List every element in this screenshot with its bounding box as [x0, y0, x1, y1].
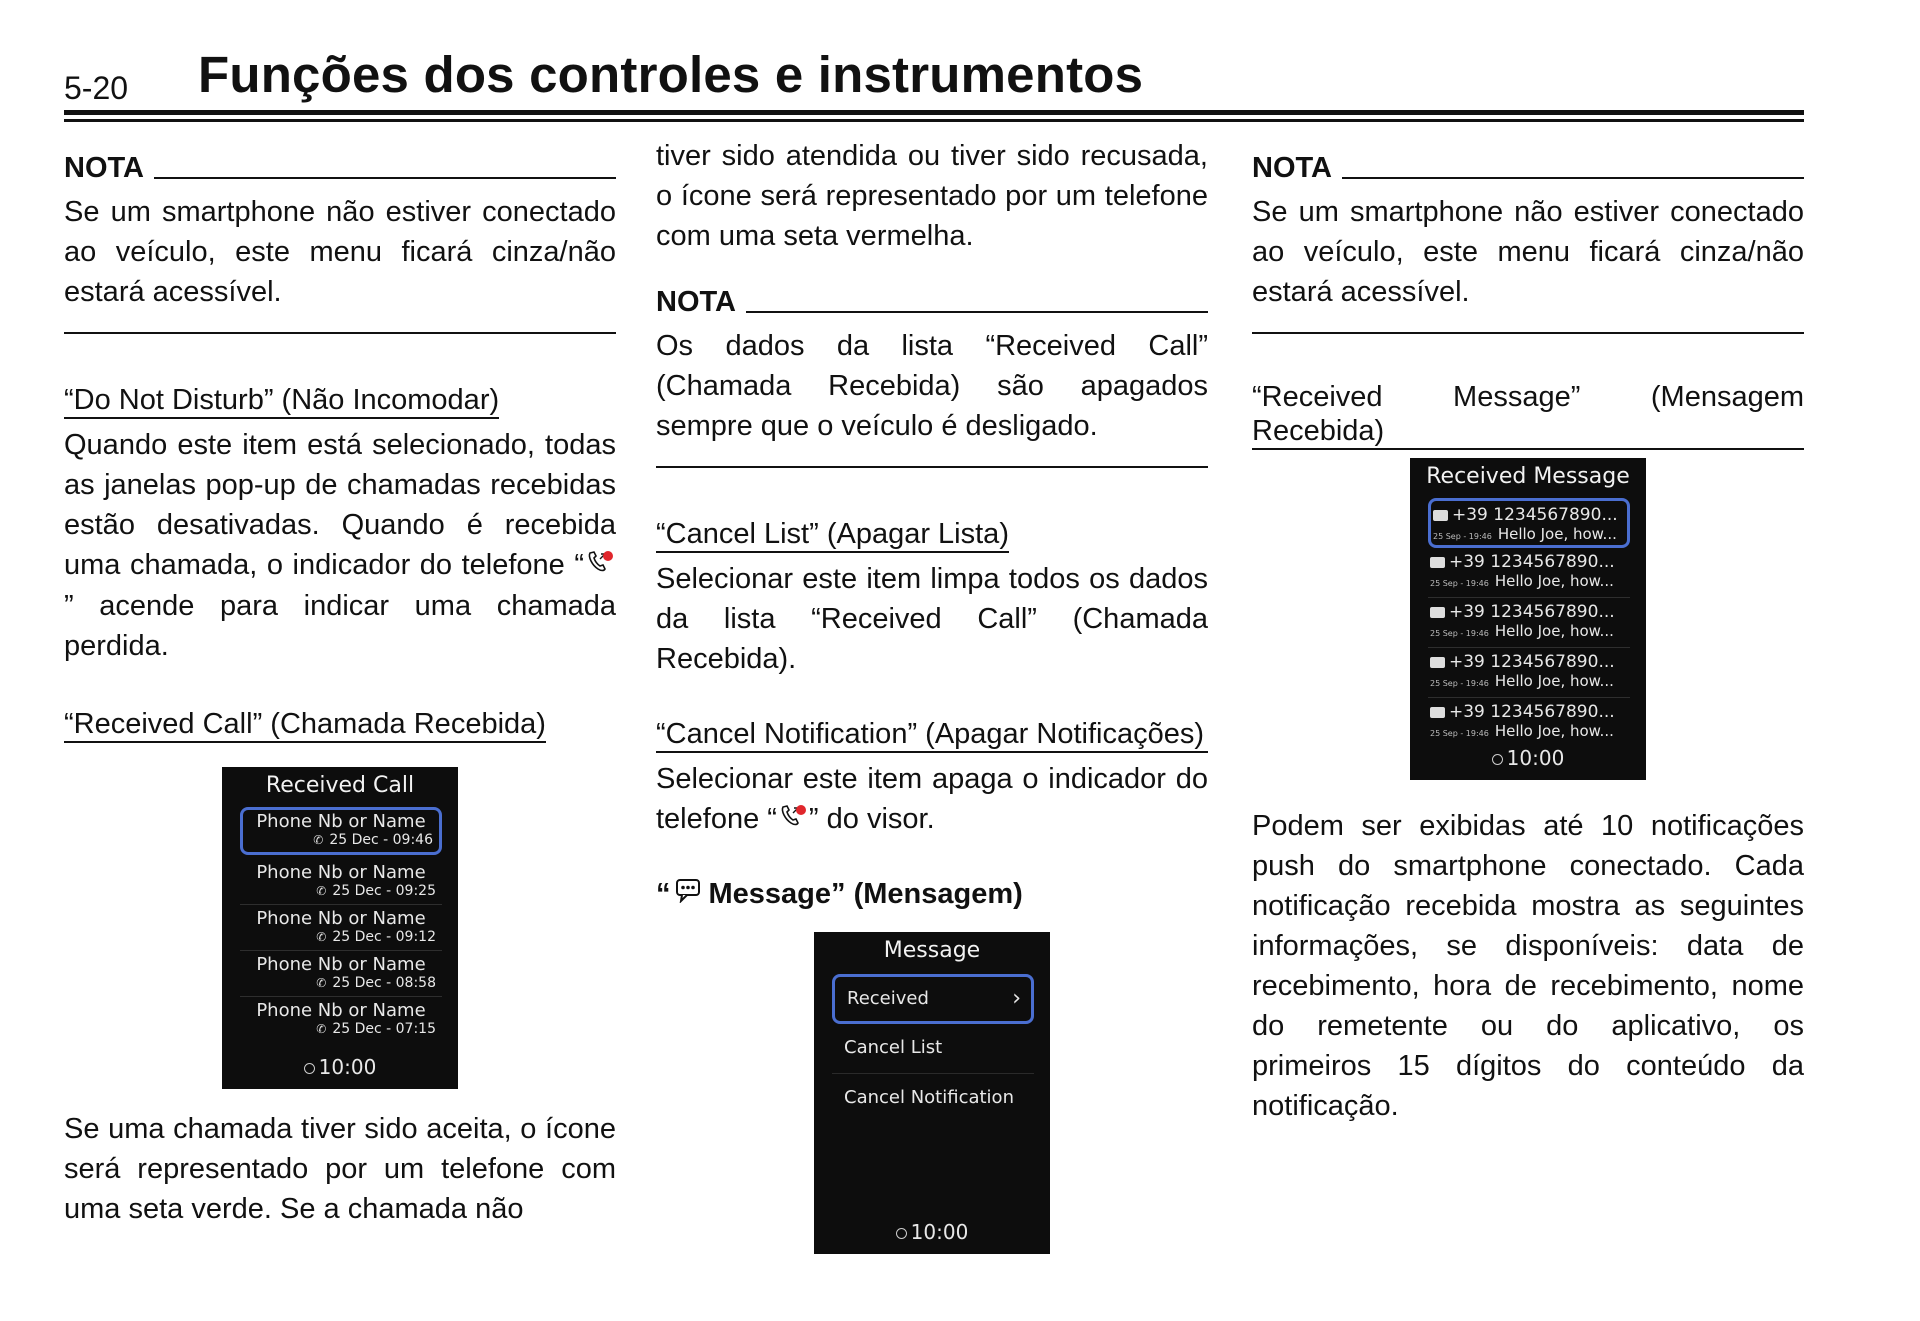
call-list-item[interactable] [240, 997, 442, 1043]
call-list-item[interactable] [240, 859, 442, 905]
message-list-item[interactable] [1428, 648, 1630, 698]
message-bubble-icon [675, 874, 703, 914]
message-title-quote: “ [656, 878, 671, 911]
message-date: 25 Sep - 19:46 [1430, 579, 1489, 588]
nota-label: NOTA [64, 152, 145, 184]
message-title-text: Message” (Mensagem) [708, 878, 1023, 911]
message-preview: Hello Joe, how... [1494, 572, 1614, 590]
clock-time: 10:00 [910, 1220, 969, 1245]
nota-end-rule [656, 466, 1208, 468]
message-bubble-icon [1433, 510, 1448, 521]
cancel-notif-text-a: Selecionar este item apaga o indicador do telefone “ [656, 763, 1208, 835]
clock-icon [304, 1063, 315, 1074]
received-call-title: “Received Call” (Chamada Recebida) [64, 707, 546, 743]
column-left [64, 148, 616, 1229]
menu-item-cancel-list[interactable] [832, 1024, 1034, 1074]
nota-heading [64, 148, 616, 188]
message-date: 25 Sep - 19:46 [1430, 679, 1489, 688]
message-preview: Hello Joe, how... [1497, 525, 1617, 543]
phone-arrow-icon: ✆ [313, 833, 324, 848]
nota-text: Se um smartphone não estiver conectado ao veículo, este menu ficará cinza/não estará acessível. [64, 196, 616, 308]
message-preview: Hello Joe, how... [1494, 622, 1614, 640]
page-number: 5-20 [64, 70, 129, 106]
nota-heading [1252, 148, 1804, 188]
nota-rule [154, 177, 616, 179]
dnd-text-a: Quando este item está selecionado, todas as janelas pop-up de chamadas recebidas estão desativadas. Quando é recebida uma chamada, o indicador do telefone “ [64, 429, 616, 581]
clock [1410, 738, 1646, 778]
dnd-title: “Do Not Disturb” (Não Incomodar) [64, 383, 499, 419]
call-name: Phone Nb or Name [256, 908, 426, 930]
clock [814, 1212, 1050, 1252]
menu-item-label: Cancel Notification [844, 1087, 1014, 1109]
column-right [1252, 148, 1804, 1126]
nota-label: NOTA [1252, 152, 1333, 184]
call-list-item[interactable] [240, 905, 442, 951]
message-preview: Hello Joe, how... [1494, 722, 1614, 740]
nota-text: Os dados da lista “Received Call” (Chamada Recebida) são apagados sempre que o veículo é desligado. [656, 330, 1208, 442]
clock-time: 10:00 [1506, 746, 1565, 770]
received-message-screen [1410, 458, 1646, 780]
menu-item-cancel-notification[interactable] [832, 1074, 1034, 1124]
message-bubble-icon [1430, 707, 1445, 718]
call-name: Phone Nb or Name [256, 811, 426, 833]
message-date: 25 Sep - 19:46 [1430, 629, 1489, 638]
message-date: 25 Sep - 19:46 [1433, 532, 1492, 541]
cancel-notification-title: “Cancel Notification” (Apagar Notificações) [656, 717, 1208, 753]
phone-arrow-icon: ✆ [316, 930, 327, 945]
screen-title: Received Message [1426, 464, 1630, 489]
dnd-text-b: ” acende para indicar uma chamada perdida. [64, 590, 616, 663]
call-list-item[interactable] [240, 807, 442, 855]
nota-rule [746, 311, 1208, 313]
nota-heading [656, 282, 1208, 322]
menu-item-received[interactable] [832, 974, 1034, 1024]
message-screen [814, 932, 1050, 1254]
clock-time: 10:00 [318, 1055, 377, 1080]
message-list-item[interactable] [1428, 598, 1630, 648]
message-list-item[interactable] [1428, 548, 1630, 598]
missed-call-icon [779, 800, 807, 840]
menu-item-label: Cancel List [844, 1037, 943, 1059]
message-bubble-icon [1430, 657, 1445, 668]
cancel-notification-text [656, 759, 1208, 840]
nota-end-rule [64, 332, 616, 334]
clock-icon [1492, 754, 1503, 765]
header-rule-thin [64, 119, 1804, 122]
notifications-text: Podem ser exibidas até 10 notificações push do smartphone conectado. Cada notificação recebida mostra as seguintes informações, se disponíveis: data de recebimento, hora de recebimento, nome do remetente ou do aplicativo, os primeiros 15 dígitos do conteúdo da notificação. [1252, 810, 1804, 1122]
column-middle [656, 136, 1208, 1254]
phone-arrow-icon: ✆ [316, 976, 327, 991]
call-name: Phone Nb or Name [256, 862, 426, 884]
chevron-right-icon: › [1012, 986, 1021, 1012]
phone-arrow-icon: ✆ [316, 1022, 327, 1037]
nota-text: Se um smartphone não estiver conectado ao veículo, este menu ficará cinza/não estará acessível. [1252, 196, 1804, 308]
message-number: +39 1234567890... [1449, 552, 1615, 572]
cancel-list-title: “Cancel List” (Apagar Lista) [656, 517, 1009, 553]
message-date: 25 Sep - 19:46 [1430, 729, 1489, 738]
message-number: +39 1234567890... [1452, 505, 1618, 525]
message-list-item[interactable] [1428, 498, 1630, 548]
call-date: 25 Dec - 08:58 [332, 975, 436, 992]
nota-end-rule [1252, 332, 1804, 334]
clock [222, 1047, 458, 1087]
nota-rule [1342, 177, 1804, 179]
phone-arrow-icon: ✆ [316, 884, 327, 899]
page-title: Funções dos controles e instrumentos [198, 46, 1144, 103]
nota-label: NOTA [656, 286, 737, 318]
menu-item-label: Received [847, 988, 929, 1010]
message-title [656, 874, 1208, 914]
message-number: +39 1234567890... [1449, 602, 1615, 622]
screen-title: Received Call [265, 773, 415, 799]
header-rule-thick [64, 110, 1804, 115]
cancel-list-text: Selecionar este item limpa todos os dados da lista “Received Call” (Chamada Recebida). [656, 563, 1208, 675]
message-number: +39 1234567890... [1449, 702, 1615, 722]
continuation-text: tiver sido atendida ou tiver sido recusada, o ícone será representado por um telefone com uma seta vermelha. [656, 140, 1208, 252]
message-bubble-icon [1430, 607, 1445, 618]
call-date: 25 Dec - 07:15 [332, 1021, 436, 1038]
dnd-text [64, 425, 616, 666]
message-preview: Hello Joe, how... [1494, 672, 1614, 690]
missed-call-icon [586, 546, 614, 586]
call-date: 25 Dec - 09:25 [332, 883, 436, 900]
call-name: Phone Nb or Name [256, 954, 426, 976]
received-message-title: “Received Message” (Mensagem Recebida) [1252, 380, 1804, 450]
call-list-item[interactable] [240, 951, 442, 997]
call-name: Phone Nb or Name [256, 1000, 426, 1022]
received-call-screen [222, 767, 458, 1089]
cancel-notif-text-b: ” do visor. [808, 803, 935, 835]
clock-icon [896, 1228, 907, 1239]
screen-title: Message [883, 938, 981, 964]
call-date: 25 Dec - 09:12 [332, 929, 436, 946]
message-bubble-icon [1430, 557, 1445, 568]
message-number: +39 1234567890... [1449, 652, 1615, 672]
call-date: 25 Dec - 09:46 [329, 832, 433, 849]
page-header [64, 40, 1804, 122]
after-call-text: Se uma chamada tiver sido aceita, o ícone será representado por um telefone com uma seta verde. Se a chamada não [64, 1113, 616, 1226]
